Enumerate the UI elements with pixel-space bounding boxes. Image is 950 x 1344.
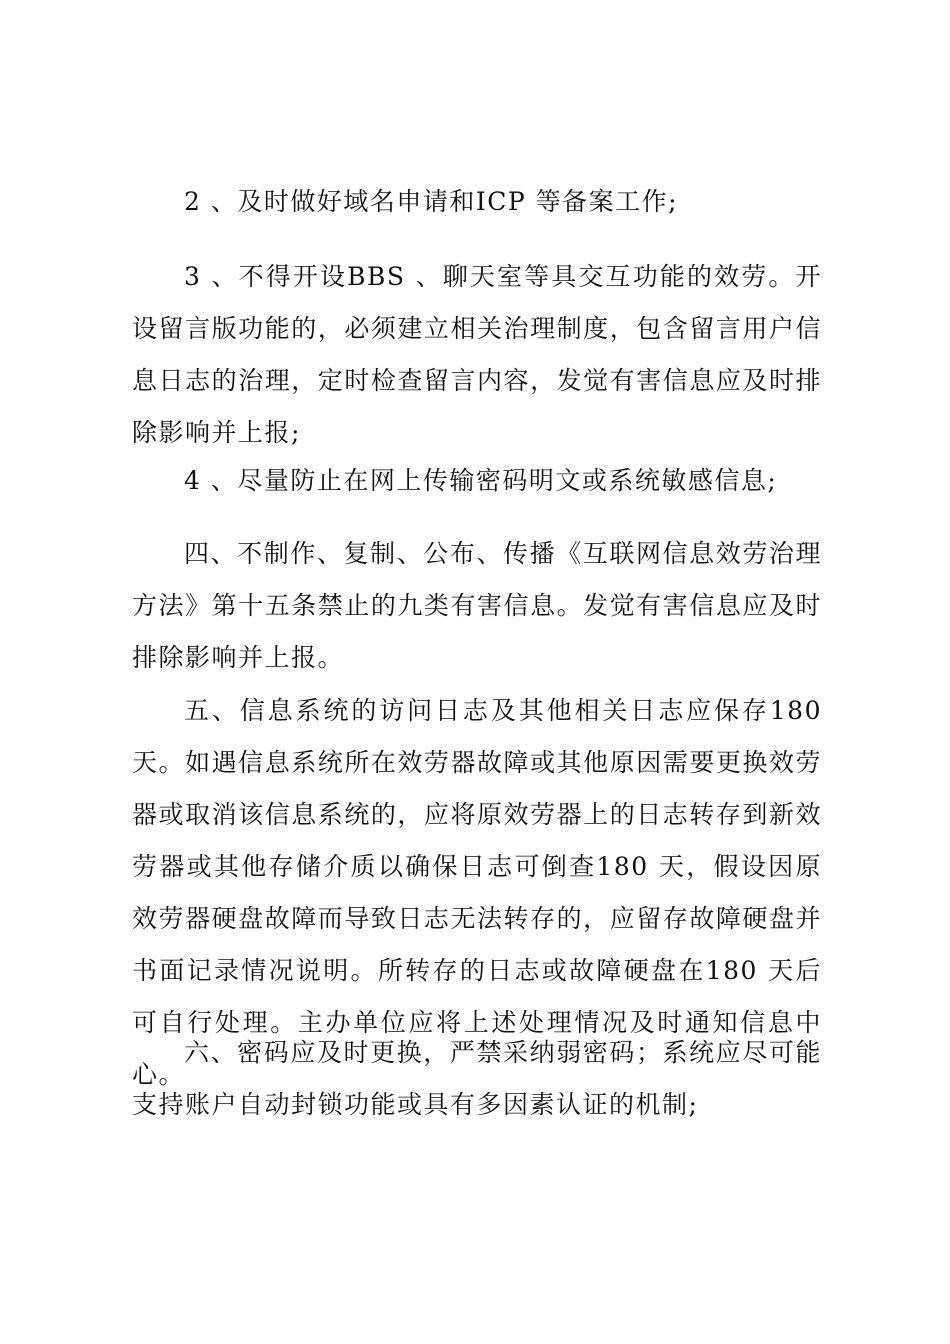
paragraph-item-3: 3 、不得开设BBS 、聊天室等具交互功能的效劳。开设留言版功能的，必须建立相关治理制度，包含留言用户信息日志的治理，定时检查留言内容，发觉有害信息应及时排除影响并上报; [132,262,822,447]
paragraph-section-5: 五、信息系统的访问日志及其他相关日志应保存180 天。如遇信息系统所在效劳器故障或其他原因需要更换效劳器或取消该信息系统的，应将原效劳器上的日志转存到新效劳器或其他存储介质以确保日志可倒查180 天，假设因原效劳器硬盘故障而导致日志无法转存的，应留存故障硬盘并书面记录情况说明。所转存的日志或故障硬盘在180 天后可自行处理。主办单位应将上述处理情况及时通知信息中心。 [132,696,822,1089]
paragraph-section-4: 四、不制作、复制、公布、传播《互联网信息效劳治理方法》第十五条禁止的九类有害信息。发觉有害信息应及时排除影响并上报。 [132,539,822,672]
paragraph-section-6: 六、密码应及时更换，严禁采纳弱密码；系统应尽可能支持账户自动封锁功能或具有多因素认证的机制; [132,1038,822,1119]
paragraph-item-4: 4 、尽量防止在网上传输密码明文或系统敏感信息; [184,466,778,495]
paragraph-item-2: 2 、及时做好域名申请和ICP 等备案工作; [184,187,679,216]
